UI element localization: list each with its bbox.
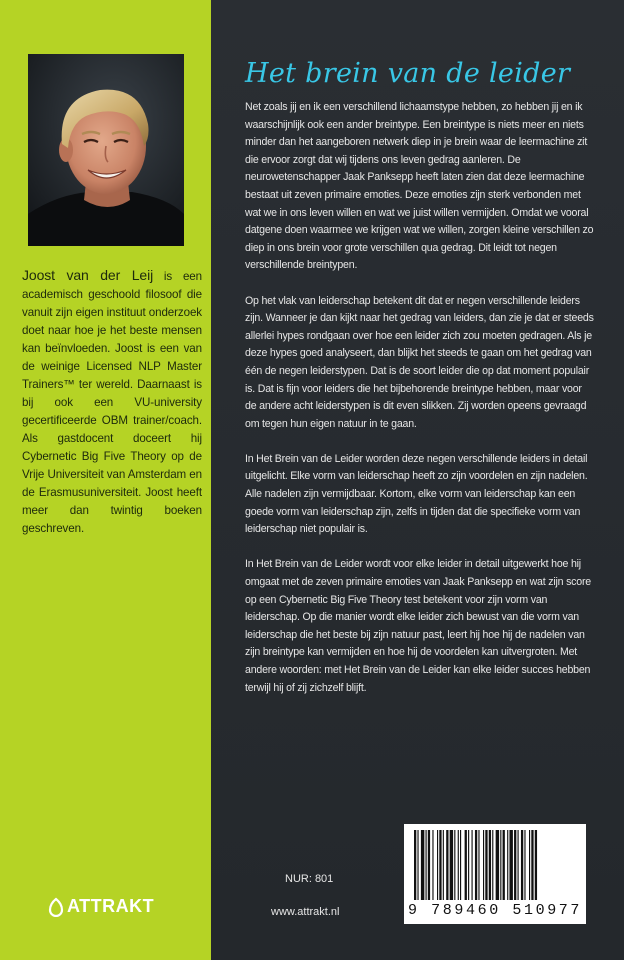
blurb-paragraph-2: Op het vlak van leiderschap betekent dit dat er negen verschillende leiders zijn. Wanneer je dan kijkt naar het gedrag van leiders, dan zie je dat er steeds allerlei hypes rondgaan over hoe een leider zich zou moeten gedragen. Als je deze hypes goed analyseert, dan blijkt het steeds te gaan om het gedrag van één de negen leiderstypen. Dat is de soort leider die op dat moment populair is. Dat is fijn voor leiders die het bijbehorende breintype hebben, maar voor de andere acht leiderstypen is dit even slikken. Zij worden opeens gevraagd om tegen hun eigen natuur in te gaan.: [245, 294, 594, 430]
blurb: [245, 99, 595, 715]
barcode: [404, 824, 586, 902]
publisher-name: ATTRAKT: [67, 896, 155, 916]
blurb-paragraph-4: In Het Brein van de Leider wordt voor elke leider in detail uitgewerkt hoe hij omgaat met de zeven primaire emoties van Jaak Panksepp en wat zijn score op een Cybernetic Big Five Theory test betekent voor zijn vorm van leiderschap. Op die manier wordt elke leider zich bewust van die vorm van leiderschap die het beste bij zijn natuur past, leert hij hoe hij de nadelen van zijn breintype kan vermijden en hoe hij de voordelen kan uitvergroten. Met andere woorden: met Het Brein van de Leider kan elke leider succes hebben terwijl hij of zij zichzelf blijft.: [245, 558, 591, 694]
isbn-barcode: [404, 824, 586, 924]
nur-code: NUR: 801: [285, 873, 334, 885]
author-photo: [28, 54, 184, 246]
author-bio-text: is een academisch geschoold filosoof die vanuit zijn eigen instituut onderzoek doet naar hoe je het beste mensen kan beïnvloeden. Joost is een van de weinige Licensed NLP Master Trainers™ ter wereld. Daarnaast is bij ook een VU-university gecertificeerde OBM trainer/coach. Als gastdocent doceert hij Cybernetic Big Five Theory op de Vrije Universiteit van Amsterdam en de Erasmusuniversiteit. Joost heeft meer dan twintig boeken geschreven.: [22, 270, 202, 535]
book-title: Het brein van de leider: [245, 58, 571, 89]
isbn-number: 9 789460 510977: [407, 902, 583, 919]
author-name: Joost van der Leij: [22, 267, 154, 283]
publisher-website: www.attrakt.nl: [271, 906, 340, 918]
attrakt-logo-icon: [48, 897, 64, 917]
portrait-photo: [28, 54, 184, 246]
publisher-logo: [48, 896, 154, 917]
author-bio: [22, 266, 202, 538]
blurb-paragraph-3: In Het Brein van de Leider worden deze negen verschillende leiders in detail uitgelicht. Elke vorm van leiderschap heeft zo zijn voordelen en zijn nadelen. Alle nadelen zijn vermijdbaar. Kortom, elke vorm van leiderschap kan een goede vorm van leiderschap zijn, zelfs in tijden dat die specifieke vorm van leiderschap niet populair is.: [245, 452, 588, 536]
blurb-paragraph-1: Net zoals jij en ik een verschillend lichaamstype hebben, zo hebben jij en ik waarschijnlijk ook een ander breintype. Een breintype is niets meer en niets minder dan het aangeboren netwerk diep in je brein waar de leermachine zit die ervoor zorgt dat wij tijdens ons leven gedrag aanleren. De neurowetenschapper Jaak Panksepp heeft laten zien dat deze leermachine bestaat uit zeven primaire emoties. Deze emoties zijn sterk verbonden met wat we in ons leven willen en wat we juist willen vermijden. Omdat we vooral datgene doen waarmee we krijgen wat we willen, zorgen kleine verschillen zo diep in ons brein voor grote verschillen qua gedrag. Dit leidt tot negen verschillende breintypen.: [245, 101, 594, 272]
